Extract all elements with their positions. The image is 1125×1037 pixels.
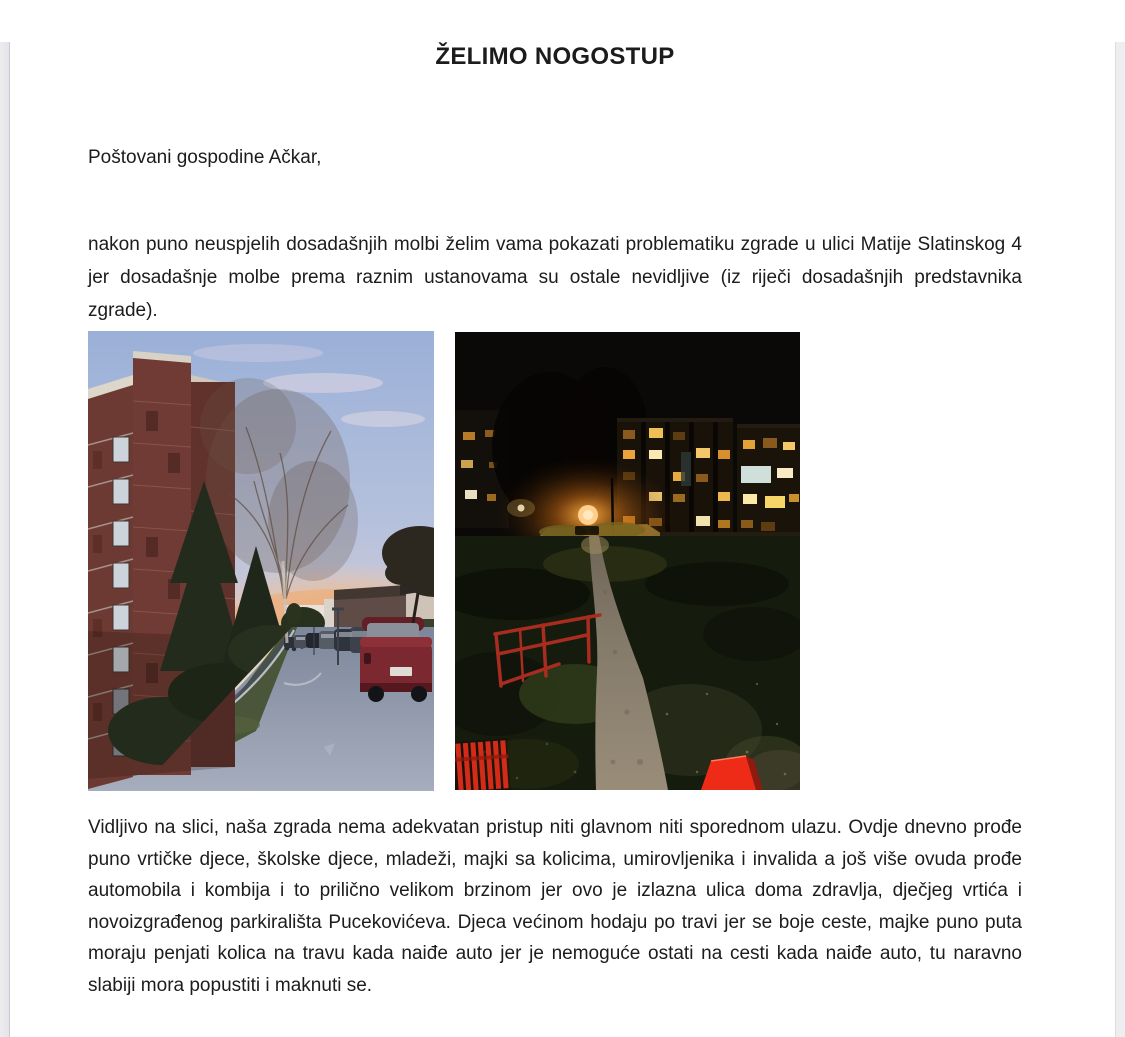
red-car [360, 617, 432, 702]
document-title: ŽELIMO NOGOSTUP [435, 43, 675, 70]
document-page [0, 42, 1125, 1001]
night-path-photo [455, 332, 800, 790]
photo-row [88, 331, 1125, 791]
page-left-edge [0, 42, 10, 1037]
paragraph-description: Vidljivo na slici, naša zgrada nema adekvatan pristup niti glavnom niti sporednom ulazu. Ovdje dnevno prođe puno vrtičke djece, školske djece, mladeži, majki sa kolicima, umirovljenika i invalida a još više ovuda prođe automobila i kombija i to prilično velikom brzinom jer ovo je izlazna ulica doma zdravlja, dječjeg vrtića i novoizgrađenog parkirališta Pucekovićeva. Djeca većinom hodaju po travi jer se boje ceste, majke puno puta moraju penjati kolica na travu kada naiđe auto jer je nemoguće ostati na cesti kada naiđe auto, tu naravno slabiji mora popustiti i maknuti se. [88, 817, 1022, 996]
page-right-edge [1115, 42, 1125, 1037]
red-bench [455, 738, 511, 790]
paragraph-intro: nakon puno neuspjelih dosadašnjih molbi želim vama pokazati problematiku zgrade u ulici Matije Slatinskog 4 jer dosadašnje molbe prema raznim ustanovama su ostale nevidljive (iz riječi dosadašnjih predstavnika zgrade). [88, 234, 1022, 321]
footpath-lit-end [581, 536, 609, 554]
daytime-street-photo [88, 331, 434, 791]
salutation: Poštovani gospodine Ačkar, [88, 147, 322, 168]
